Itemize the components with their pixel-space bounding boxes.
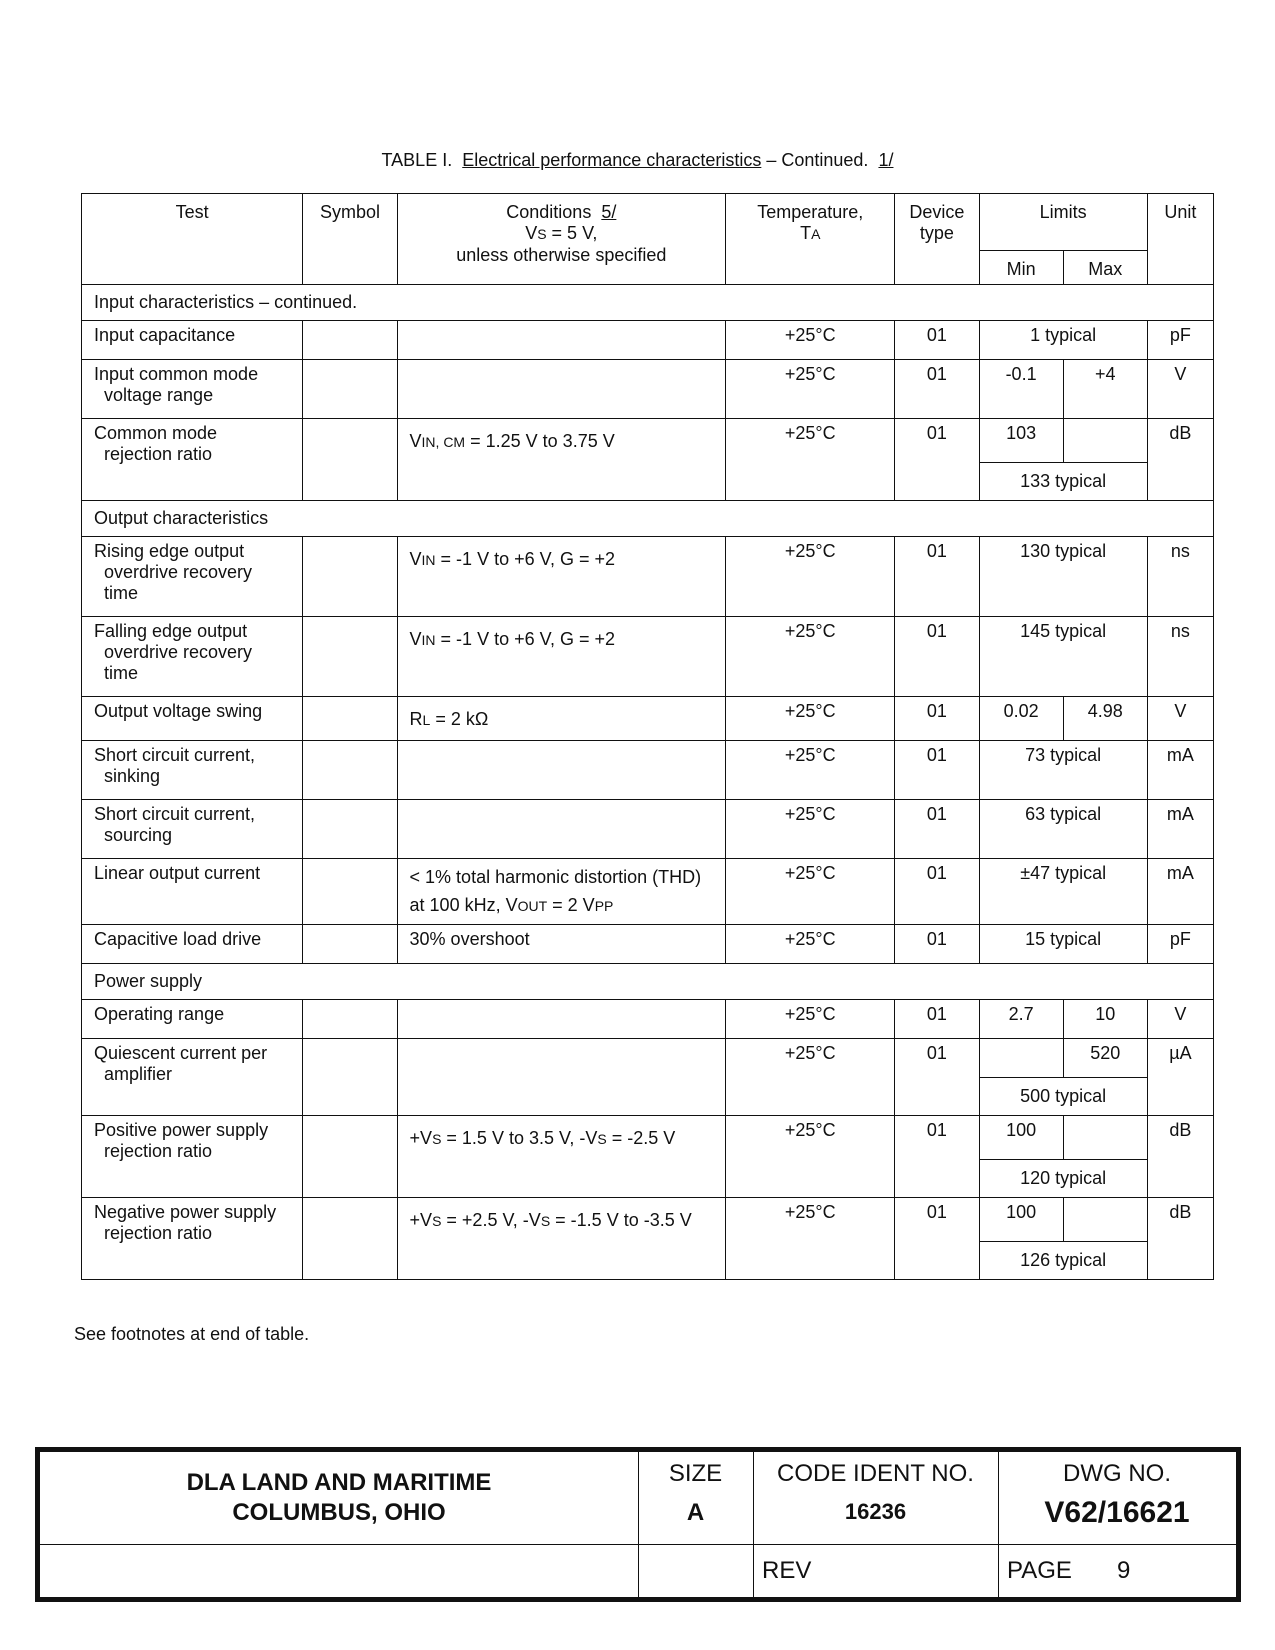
table-row: Output voltage swing RL = 2 kΩ +25°C 01 0.02 4.98 V xyxy=(82,697,1214,741)
header-limits: Limits xyxy=(979,194,1147,251)
title-block xyxy=(35,1447,1241,1602)
table-title-name: Electrical performance characteristics xyxy=(462,150,762,170)
table-row: Capacitive load drive 30% overshoot +25°C 01 15 typical pF xyxy=(82,925,1214,964)
table-row: Short circuit current, sourcing +25°C 01 63 typical mA xyxy=(82,800,1214,859)
rev-label: REV xyxy=(762,1557,812,1584)
footnote-reference: See footnotes at end of table. xyxy=(74,1324,310,1344)
table-row: Input capacitance +25°C 01 1 typical pF xyxy=(82,321,1214,360)
header-max: Max xyxy=(1063,251,1147,285)
table-row: Negative power supply rejection ratio +VS = +2.5 V, -VS = -1.5 V to -3.5 V +25°C 01 100 dB xyxy=(82,1198,1214,1242)
table-row: Positive power supply rejection ratio +VS = 1.5 V to 3.5 V, -VS = -2.5 V +25°C 01 100 dB xyxy=(82,1116,1214,1160)
table-row: Operating range +25°C 01 2.7 10 V xyxy=(82,1000,1214,1039)
table-row: Falling edge output overdrive recovery time VIN = -1 V to +6 V, G = +2 +25°C 01 145 typical ns xyxy=(82,617,1214,697)
section-input-continued: Input characteristics – continued. xyxy=(82,285,1214,321)
header-device-type: Device type xyxy=(895,194,979,285)
table-row: Quiescent current per amplifier +25°C 01 520 µA xyxy=(82,1039,1214,1078)
table-title-footnote: 1/ xyxy=(878,150,894,170)
table-title xyxy=(0,150,1275,171)
header-test: Test xyxy=(82,194,303,285)
header-unit: Unit xyxy=(1147,194,1213,285)
size-label: SIZE xyxy=(668,1460,723,1487)
table-row: Input common mode voltage range +25°C 01 -0.1 +4 V xyxy=(82,360,1214,419)
table-row: Short circuit current, sinking +25°C 01 73 typical mA xyxy=(82,741,1214,800)
header-temperature: Temperature, TA xyxy=(726,194,895,285)
page-label: PAGE xyxy=(1007,1557,1072,1584)
table-title-prefix: TABLE I. xyxy=(381,150,453,170)
table-title-suffix: – Continued. xyxy=(766,150,869,170)
header-min: Min xyxy=(979,251,1063,285)
dwg-no-value: V62/16621 xyxy=(1044,1496,1190,1529)
header-conditions: Conditions 5/ VS = 5 V, unless otherwise specified xyxy=(397,194,726,285)
page-number: 9 xyxy=(1117,1557,1131,1584)
table-row: Rising edge output overdrive recovery time VIN = -1 V to +6 V, G = +2 +25°C 01 130 typical ns xyxy=(82,537,1214,617)
table-row: Common mode rejection ratio VIN, CM = 1.25 V to 3.75 V +25°C 01 103 dB xyxy=(82,419,1214,463)
code-ident-value: 16236 xyxy=(844,1499,907,1524)
code-ident-label: CODE IDENT NO. xyxy=(777,1460,974,1487)
header-symbol: Symbol xyxy=(303,194,397,285)
dwg-no-label: DWG NO. xyxy=(1063,1460,1171,1487)
size-value: A xyxy=(686,1499,705,1526)
section-power-supply: Power supply xyxy=(82,964,1214,1000)
organization: DLA LAND AND MARITIME COLUMBUS, OHIO xyxy=(186,1469,492,1526)
table-row: Linear output current < 1% total harmonic distortion (THD) at 100 kHz, VOUT = 2 VPP +25°C 01 ±47 typical mA xyxy=(82,859,1214,925)
header-row xyxy=(82,194,1214,251)
section-output: Output characteristics xyxy=(82,501,1214,537)
electrical-characteristics-table: Test Symbol Conditions 5/ VS = 5 V, unless otherwise specified Temperature, TA Device type Limits Unit Min Max Input characteristics – continued. Input capacitance +25°C 01 1 typical pF Input common mode voltage range +25°C 01 -0.1 +4 V Common mode rejection ratio VIN, CM = 1.25 V to 3.75 V +25°C 01 103 dB 133 typical Output characteristics Rising edge output overdrive recovery time VIN = -1 V to +6 V, G = +2 +25°C 01 130 typical ns Falling edge output overdrive recovery time VIN = -1 V to +6 V, G = +2 +25°C 01 145 typical ns Output voltage swing RL = 2 kΩ +25°C 01 0.02 4.98 V Short circuit current, sinking +25°C 01 73 typical mA Short circuit current, sourcing +25°C 01 63 typical mA Linear output current < 1% total harmonic distortion (THD) at 100 kHz, VOUT = 2 VPP +25°C 01 ±47 typical mA Capacitive load drive 30% overshoot +25°C 01 15 typical pF Power supply Operating range +25°C 01 2.7 10 V Quiescent current per amplifier +25°C 01 520 µA 500 typical Positive power supply rejection ratio +VS = 1.5 V to 3.5 V, -VS = -2.5 V +25°C 01 100 dB 120 typical Negative power supply rejection ratio +VS = +2.5 V, -VS = -1.5 V to -3.5 V +25°C 01 100 dB 126 typical xyxy=(81,193,1214,1280)
